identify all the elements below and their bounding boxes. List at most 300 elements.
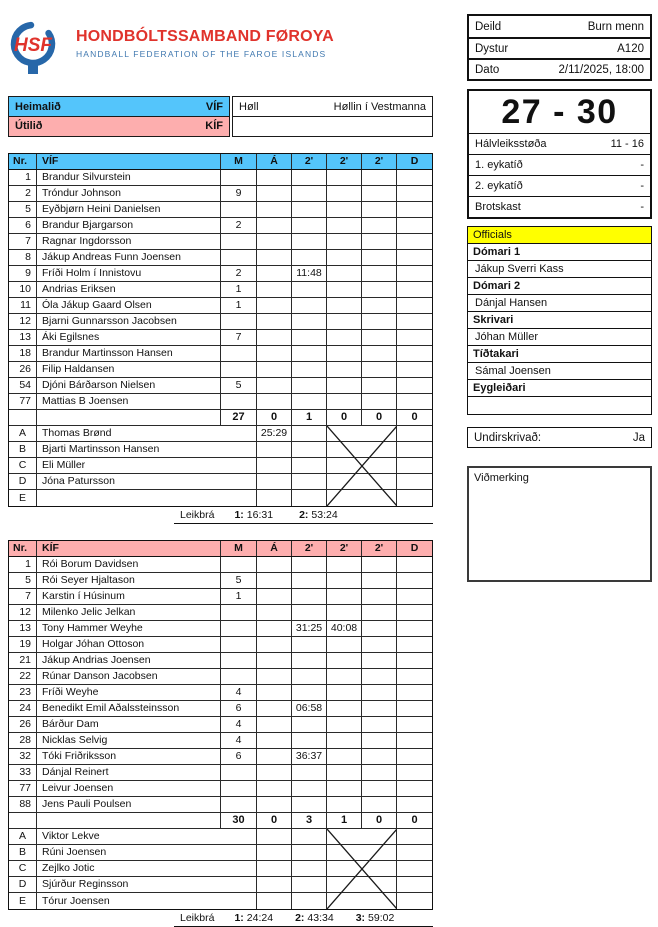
player-name: Brandur Martinsson Hansen bbox=[37, 346, 221, 361]
signature-label: Undirskrivað: bbox=[474, 431, 542, 444]
player-2min-2 bbox=[327, 605, 362, 620]
total-2min-3: 0 bbox=[362, 813, 397, 828]
player-name: Holgar Jóhan Ottoson bbox=[37, 637, 221, 652]
period-key: 2: bbox=[299, 508, 309, 521]
player-2min-2 bbox=[327, 637, 362, 652]
bench-2min bbox=[292, 442, 327, 457]
bench-warning bbox=[257, 845, 292, 860]
player-row bbox=[9, 282, 432, 298]
home-team-row bbox=[8, 96, 433, 117]
period-key: 3: bbox=[355, 911, 366, 924]
player-row bbox=[9, 394, 432, 410]
player-warning bbox=[257, 669, 292, 684]
player-goals bbox=[221, 250, 257, 265]
player-row bbox=[9, 573, 432, 589]
player-warning bbox=[257, 797, 292, 812]
info-value: 2/11/2025, 18:00 bbox=[558, 63, 644, 76]
score-detail-label: Hálvleiksstøða bbox=[475, 138, 547, 150]
playtime-label: Leikbrá bbox=[180, 508, 215, 521]
crossed-out-x-icon bbox=[327, 426, 397, 506]
bench-warning bbox=[257, 893, 292, 909]
period-time bbox=[299, 509, 338, 521]
signature-box bbox=[467, 427, 652, 448]
player-name: Tróndur Johnson bbox=[37, 186, 221, 201]
official-role: Skrivari bbox=[468, 312, 651, 329]
total-2min-1: 3 bbox=[292, 813, 327, 828]
away-team-cell bbox=[8, 116, 230, 137]
col-2min-3: 2' bbox=[362, 541, 397, 556]
total-warnings: 0 bbox=[257, 410, 292, 425]
player-row bbox=[9, 765, 432, 781]
player-disq bbox=[397, 701, 432, 716]
player-disq bbox=[397, 557, 432, 572]
player-2min-2: 40:08 bbox=[327, 621, 362, 636]
player-goals bbox=[221, 669, 257, 684]
player-number: 77 bbox=[9, 394, 37, 409]
match-info-row bbox=[469, 16, 650, 37]
teams-bar bbox=[8, 96, 433, 137]
score-detail-value: - bbox=[640, 159, 644, 171]
player-number: 24 bbox=[9, 701, 37, 716]
score-detail-label: 1. eykatíð bbox=[475, 159, 523, 171]
player-2min-3 bbox=[362, 557, 397, 572]
player-2min-2 bbox=[327, 186, 362, 201]
player-goals bbox=[221, 765, 257, 780]
player-goals bbox=[221, 170, 257, 185]
player-disq bbox=[397, 797, 432, 812]
player-disq bbox=[397, 669, 432, 684]
player-2min-3 bbox=[362, 394, 397, 409]
player-warning bbox=[257, 186, 292, 201]
hall-value: Høllin í Vestmanna bbox=[333, 100, 426, 113]
player-goals: 1 bbox=[221, 589, 257, 604]
player-2min-1 bbox=[292, 202, 327, 217]
official-entry bbox=[468, 380, 651, 414]
officials-entries bbox=[468, 244, 651, 414]
player-2min-3 bbox=[362, 701, 397, 716]
player-name: Tóki Friðriksson bbox=[37, 749, 221, 764]
player-warning bbox=[257, 621, 292, 636]
player-2min-3 bbox=[362, 186, 397, 201]
player-row bbox=[9, 621, 432, 637]
player-2min-3 bbox=[362, 685, 397, 700]
player-number: 12 bbox=[9, 314, 37, 329]
player-row bbox=[9, 653, 432, 669]
right-column bbox=[467, 14, 652, 927]
bench-warning bbox=[257, 474, 292, 489]
player-name: Andrias Eriksen bbox=[37, 282, 221, 297]
player-disq bbox=[397, 362, 432, 377]
bench-letter: C bbox=[9, 458, 37, 473]
total-disq: 0 bbox=[411, 411, 418, 423]
bench-name: Zejlko Jotic bbox=[37, 861, 257, 876]
player-warning bbox=[257, 589, 292, 604]
home-team-cell bbox=[8, 96, 230, 117]
score-detail-rows bbox=[469, 133, 650, 217]
player-2min-3 bbox=[362, 218, 397, 233]
player-row bbox=[9, 218, 432, 234]
player-2min-2 bbox=[327, 202, 362, 217]
player-2min-1 bbox=[292, 314, 327, 329]
player-row bbox=[9, 605, 432, 621]
player-2min-1 bbox=[292, 589, 327, 604]
player-2min-2 bbox=[327, 765, 362, 780]
player-disq bbox=[397, 733, 432, 748]
player-disq bbox=[397, 314, 432, 329]
bench-disq bbox=[397, 426, 432, 441]
player-goals bbox=[221, 781, 257, 796]
player-name: Bárður Dam bbox=[37, 717, 221, 732]
bench-2min bbox=[292, 861, 327, 876]
away-code: KÍF bbox=[205, 120, 223, 132]
player-row bbox=[9, 685, 432, 701]
player-2min-1 bbox=[292, 330, 327, 345]
player-goals bbox=[221, 621, 257, 636]
player-row bbox=[9, 330, 432, 346]
player-2min-3 bbox=[362, 330, 397, 345]
officials-panel bbox=[467, 226, 652, 415]
signature-value: Ja bbox=[632, 431, 645, 444]
player-row bbox=[9, 701, 432, 717]
player-goals: 6 bbox=[221, 749, 257, 764]
player-warning bbox=[257, 202, 292, 217]
home-bench bbox=[9, 426, 432, 506]
player-goals bbox=[221, 314, 257, 329]
player-number: 5 bbox=[9, 573, 37, 588]
player-disq bbox=[397, 589, 432, 604]
player-2min-1: 36:37 bbox=[292, 749, 327, 764]
bench-letter: E bbox=[9, 490, 37, 506]
player-disq bbox=[397, 266, 432, 281]
player-2min-1 bbox=[292, 362, 327, 377]
hall-label: Høll bbox=[239, 100, 259, 113]
bench-name: Bjarti Martinsson Hansen bbox=[37, 442, 257, 457]
col-disq: D bbox=[397, 154, 432, 169]
player-number: 23 bbox=[9, 685, 37, 700]
player-2min-1 bbox=[292, 346, 327, 361]
col-disq: D bbox=[397, 541, 432, 556]
bench-disq bbox=[397, 845, 432, 860]
home-code: VÍF bbox=[205, 100, 223, 113]
player-disq bbox=[397, 202, 432, 217]
player-2min-2 bbox=[327, 298, 362, 313]
total-goals: 30 bbox=[221, 813, 257, 828]
player-goals: 9 bbox=[221, 186, 257, 201]
player-name: Milenko Jelic Jelkan bbox=[37, 605, 221, 620]
col-warning: Á bbox=[257, 154, 292, 169]
player-2min-3 bbox=[362, 653, 397, 668]
player-name: Benedikt Emil Aðalssteinsson bbox=[37, 701, 221, 716]
bench-letter: B bbox=[9, 442, 37, 457]
player-disq bbox=[397, 717, 432, 732]
player-row bbox=[9, 669, 432, 685]
official-role: Tíðtakari bbox=[468, 346, 651, 363]
player-name: Tony Hammer Weyhe bbox=[37, 621, 221, 636]
player-2min-3 bbox=[362, 605, 397, 620]
player-number: 26 bbox=[9, 717, 37, 732]
period-key: 1: bbox=[234, 911, 244, 924]
player-2min-2 bbox=[327, 557, 362, 572]
player-goals bbox=[221, 202, 257, 217]
player-disq bbox=[397, 394, 432, 409]
away-bench bbox=[9, 829, 432, 909]
info-label: Dystur bbox=[475, 42, 509, 55]
player-2min-2 bbox=[327, 314, 362, 329]
player-2min-2 bbox=[327, 669, 362, 684]
player-goals: 4 bbox=[221, 733, 257, 748]
player-disq bbox=[397, 330, 432, 345]
player-warning bbox=[257, 234, 292, 249]
roster-header-row bbox=[9, 541, 432, 557]
playtime-label: Leikbrá bbox=[180, 911, 215, 924]
player-name: Fríði Holm í Innistovu bbox=[37, 266, 221, 281]
player-goals: 5 bbox=[221, 378, 257, 393]
org-header bbox=[8, 14, 433, 80]
bench-disq bbox=[397, 458, 432, 473]
bench-name: Viktor Lekve bbox=[37, 829, 257, 844]
player-2min-2 bbox=[327, 394, 362, 409]
total-2min-3: 0 bbox=[362, 410, 397, 425]
player-2min-3 bbox=[362, 298, 397, 313]
official-role: Eygleiðari bbox=[468, 380, 651, 397]
hall-cell bbox=[232, 96, 433, 117]
player-row bbox=[9, 733, 432, 749]
player-warning bbox=[257, 298, 292, 313]
player-row bbox=[9, 346, 432, 362]
player-number: 8 bbox=[9, 250, 37, 265]
player-disq bbox=[397, 298, 432, 313]
player-warning bbox=[257, 250, 292, 265]
col-nr: Nr. bbox=[9, 154, 37, 169]
roster-header-row bbox=[9, 154, 432, 170]
score-detail-value: - bbox=[640, 180, 644, 192]
col-nr: Nr. bbox=[9, 541, 37, 556]
official-role: Dómari 1 bbox=[468, 244, 651, 261]
bench-2min bbox=[292, 426, 327, 441]
score-detail-row bbox=[469, 133, 650, 154]
player-warning bbox=[257, 362, 292, 377]
remarks-box bbox=[467, 466, 652, 582]
org-subtitle: HANDBALL FEDERATION OF THE FAROE ISLANDS bbox=[76, 49, 327, 59]
player-2min-3 bbox=[362, 314, 397, 329]
away-totals-row bbox=[9, 813, 432, 829]
player-name: Jákup Andreas Funn Joensen bbox=[37, 250, 221, 265]
total-goals: 27 bbox=[221, 410, 257, 425]
bench-name: Jóna Patursson bbox=[37, 474, 257, 489]
player-row bbox=[9, 186, 432, 202]
player-warning bbox=[257, 685, 292, 700]
player-2min-2 bbox=[327, 733, 362, 748]
bench-disq bbox=[397, 490, 432, 506]
period-value: 59:02 bbox=[368, 911, 395, 924]
score-detail-value: 11 - 16 bbox=[610, 138, 644, 150]
player-number: 12 bbox=[9, 605, 37, 620]
player-warning bbox=[257, 717, 292, 732]
player-2min-1 bbox=[292, 653, 327, 668]
col-goals: M bbox=[221, 154, 257, 169]
player-goals: 2 bbox=[221, 218, 257, 233]
home-roster-table bbox=[8, 153, 433, 507]
period-time bbox=[295, 912, 334, 924]
player-warning bbox=[257, 733, 292, 748]
bench-name: Tórur Joensen bbox=[37, 893, 257, 909]
bench-name: Thomas Brønd bbox=[37, 426, 257, 441]
player-2min-3 bbox=[362, 266, 397, 281]
player-warning bbox=[257, 749, 292, 764]
bench-warning bbox=[257, 829, 292, 844]
score-detail-label: 2. eykatíð bbox=[475, 180, 523, 192]
player-2min-1 bbox=[292, 781, 327, 796]
player-name: Karstin í Húsinum bbox=[37, 589, 221, 604]
player-name: Dánjal Reinert bbox=[37, 765, 221, 780]
player-number: 7 bbox=[9, 589, 37, 604]
player-2min-3 bbox=[362, 346, 397, 361]
player-2min-2 bbox=[327, 378, 362, 393]
player-goals bbox=[221, 637, 257, 652]
bench-disq bbox=[397, 893, 432, 909]
period-time bbox=[356, 912, 395, 924]
player-number: 28 bbox=[9, 733, 37, 748]
player-2min-1 bbox=[292, 797, 327, 812]
player-row bbox=[9, 202, 432, 218]
player-warning bbox=[257, 573, 292, 588]
player-2min-3 bbox=[362, 669, 397, 684]
player-warning bbox=[257, 557, 292, 572]
player-2min-2 bbox=[327, 685, 362, 700]
hall-empty-cell bbox=[232, 116, 433, 137]
player-warning bbox=[257, 637, 292, 652]
player-warning bbox=[257, 218, 292, 233]
player-row bbox=[9, 637, 432, 653]
player-warning bbox=[257, 330, 292, 345]
player-2min-2 bbox=[327, 250, 362, 265]
officials-title: Officials bbox=[468, 227, 651, 244]
info-value: Burn menn bbox=[587, 20, 644, 33]
bench-2min bbox=[292, 490, 327, 506]
col-team: KÍF bbox=[37, 541, 221, 556]
total-disq: 0 bbox=[411, 814, 418, 826]
player-disq bbox=[397, 234, 432, 249]
player-disq bbox=[397, 685, 432, 700]
player-warning bbox=[257, 605, 292, 620]
player-goals bbox=[221, 394, 257, 409]
player-number: 19 bbox=[9, 637, 37, 652]
away-label: Útilið bbox=[15, 120, 43, 132]
score-panel bbox=[467, 89, 652, 219]
official-name: Sámal Joensen bbox=[468, 363, 651, 380]
crossed-out-x-icon bbox=[327, 829, 397, 909]
player-row bbox=[9, 557, 432, 573]
player-disq bbox=[397, 605, 432, 620]
player-2min-3 bbox=[362, 733, 397, 748]
player-row bbox=[9, 298, 432, 314]
player-2min-2 bbox=[327, 266, 362, 281]
player-disq bbox=[397, 170, 432, 185]
player-name: Mattias B Joensen bbox=[37, 394, 221, 409]
period-value: 24:24 bbox=[246, 911, 274, 924]
player-row bbox=[9, 314, 432, 330]
player-warning bbox=[257, 314, 292, 329]
hsf-logo-icon bbox=[8, 18, 58, 76]
player-name: Jens Pauli Poulsen bbox=[37, 797, 221, 812]
col-warning: Á bbox=[257, 541, 292, 556]
player-number: 18 bbox=[9, 346, 37, 361]
info-label: Dato bbox=[475, 63, 500, 76]
official-entry bbox=[468, 346, 651, 380]
player-2min-3 bbox=[362, 589, 397, 604]
player-warning bbox=[257, 653, 292, 668]
period-value: 43:34 bbox=[307, 911, 334, 924]
bench-disq bbox=[397, 877, 432, 892]
player-row bbox=[9, 378, 432, 394]
player-2min-1 bbox=[292, 637, 327, 652]
player-number: 33 bbox=[9, 765, 37, 780]
away-players bbox=[9, 557, 432, 813]
player-2min-1: 31:25 bbox=[292, 621, 327, 636]
player-2min-1 bbox=[292, 234, 327, 249]
player-2min-3 bbox=[362, 781, 397, 796]
bench-name: Eli Müller bbox=[37, 458, 257, 473]
player-2min-1 bbox=[292, 669, 327, 684]
bench-letter: B bbox=[9, 845, 37, 860]
player-goals bbox=[221, 234, 257, 249]
match-info-row bbox=[469, 58, 650, 79]
player-2min-3 bbox=[362, 202, 397, 217]
score-detail-label: Brotskast bbox=[475, 201, 521, 213]
player-2min-1: 11:48 bbox=[292, 266, 327, 281]
player-2min-3 bbox=[362, 362, 397, 377]
player-name: Áki Egilsnes bbox=[37, 330, 221, 345]
player-2min-3 bbox=[362, 749, 397, 764]
player-2min-1 bbox=[292, 733, 327, 748]
player-number: 5 bbox=[9, 202, 37, 217]
bench-disq bbox=[397, 474, 432, 489]
player-name: Jákup Andrias Joensen bbox=[37, 653, 221, 668]
bench-name: Sjúrður Reginsson bbox=[37, 877, 257, 892]
bench-2min bbox=[292, 877, 327, 892]
final-score: 27 - 30 bbox=[501, 92, 618, 131]
player-goals: 2 bbox=[221, 266, 257, 281]
player-2min-1 bbox=[292, 394, 327, 409]
player-disq bbox=[397, 250, 432, 265]
bench-disq bbox=[397, 442, 432, 457]
bench-letter: A bbox=[9, 426, 37, 441]
period-time bbox=[234, 912, 273, 924]
official-name: Jóhan Müller bbox=[468, 329, 651, 346]
total-warnings: 0 bbox=[257, 813, 292, 828]
bench-disq bbox=[397, 861, 432, 876]
col-2min-2: 2' bbox=[327, 154, 362, 169]
player-number: 77 bbox=[9, 781, 37, 796]
player-number: 11 bbox=[9, 298, 37, 313]
player-2min-3 bbox=[362, 234, 397, 249]
bench-letter: C bbox=[9, 861, 37, 876]
player-disq bbox=[397, 621, 432, 636]
player-goals: 7 bbox=[221, 330, 257, 345]
player-2min-1 bbox=[292, 170, 327, 185]
player-2min-3 bbox=[362, 170, 397, 185]
bench-2min bbox=[292, 829, 327, 844]
player-2min-2 bbox=[327, 234, 362, 249]
official-name: Jákup Sverri Kass bbox=[468, 261, 651, 278]
player-number: 10 bbox=[9, 282, 37, 297]
playtime-marks bbox=[234, 509, 337, 521]
bench-2min bbox=[292, 458, 327, 473]
player-2min-1 bbox=[292, 557, 327, 572]
player-warning bbox=[257, 346, 292, 361]
player-warning bbox=[257, 170, 292, 185]
player-2min-1 bbox=[292, 378, 327, 393]
